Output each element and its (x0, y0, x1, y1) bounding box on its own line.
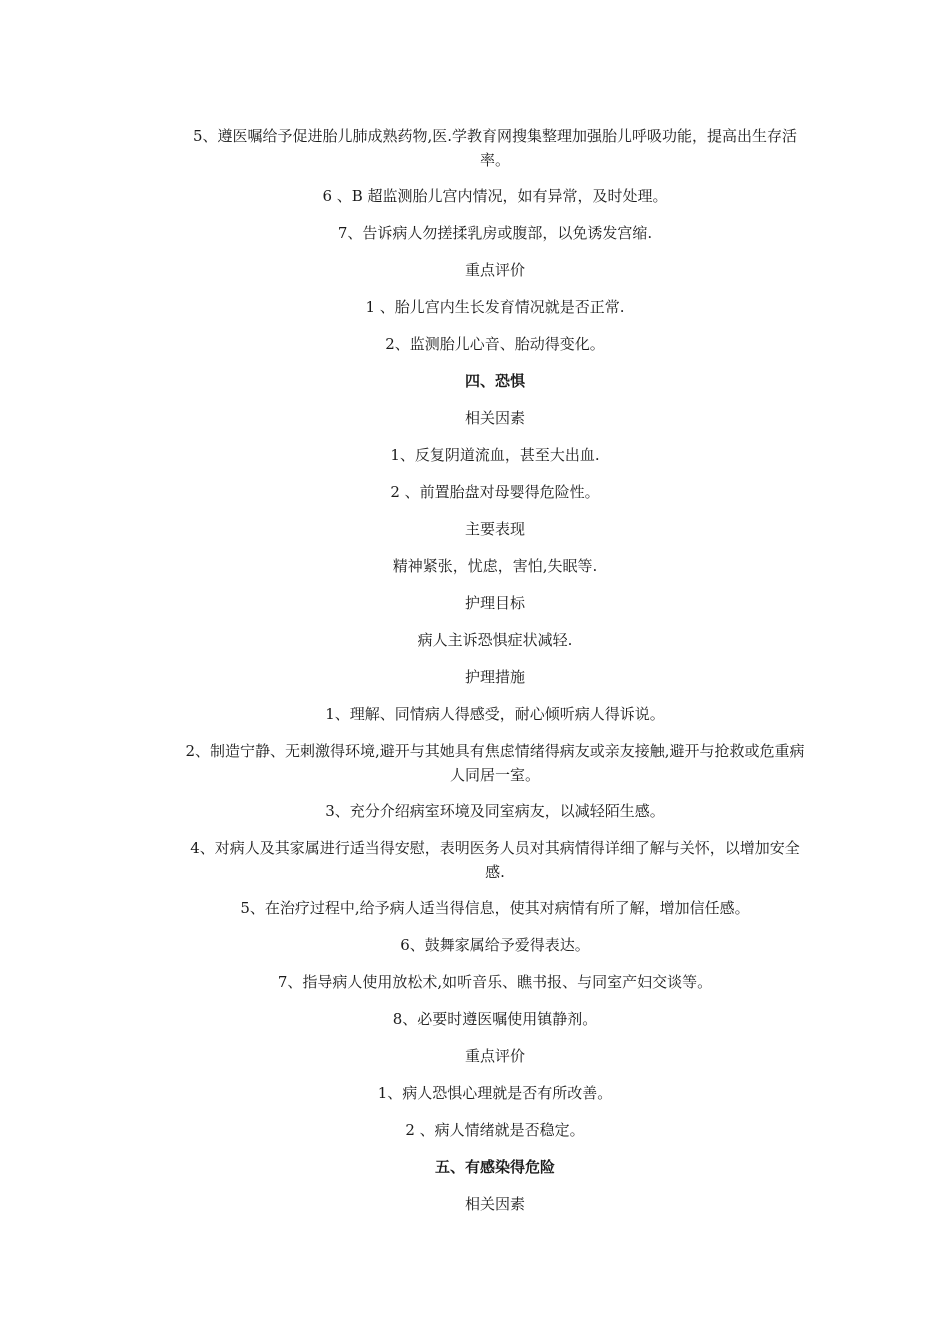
paragraph-measure-5: 5、在治疗过程中,给予病人适当得信息，使其对病情有所了解，增加信任感。 (240, 899, 750, 917)
paragraph-factor-2: 2 、前置胎盘对母婴得危险性。 (390, 483, 600, 501)
subheading-nursing-goal: 护理目标 (464, 594, 525, 612)
paragraph-factor-1: 1、反复阴道流血，甚至大出血. (390, 446, 600, 464)
subheading-key-evaluation: 重点评价 (464, 261, 525, 279)
document-body (185, 124, 805, 1229)
paragraph-eval-1: 1 、胎儿宫内生长发育情况就是否正常. (365, 298, 625, 316)
subheading-main-manifestations: 主要表现 (464, 520, 525, 538)
subheading-related-factors-2: 相关因素 (464, 1195, 525, 1213)
paragraph-measure-1: 1、理解、同情病人得感受，耐心倾听病人得诉说。 (325, 705, 665, 723)
paragraph-eval-2: 2、监测胎儿心音、胎动得变化。 (385, 335, 605, 353)
paragraph-manifestations: 精神紧张，忧虑，害怕,失眠等. (392, 557, 598, 575)
subheading-related-factors: 相关因素 (464, 409, 525, 427)
paragraph-measure-6: 6、鼓舞家属给予爱得表达。 (400, 936, 590, 954)
paragraph-eval2-2: 2 、病人情绪就是否稳定。 (405, 1121, 585, 1139)
paragraph-item-5-lung-maturity: 5、遵医嘱给予促进胎儿肺成熟药物,医.学教育网搜集整理加强胎儿呼吸功能，提高出生存活率。 (192, 127, 798, 169)
section-heading-infection-risk: 五、有感染得危险 (434, 1158, 555, 1176)
subheading-key-evaluation-2: 重点评价 (464, 1047, 525, 1065)
paragraph-measure-3: 3、充分介绍病室环境及同室病友，以减轻陌生感。 (325, 802, 665, 820)
paragraph-eval2-1: 1、病人恐惧心理就是否有所改善。 (377, 1084, 613, 1102)
paragraph-item-6-ultrasound: 6 、B 超监测胎儿宫内情况，如有异常，及时处理。 (322, 187, 668, 205)
paragraph-goal: 病人主诉恐惧症状减轻. (417, 631, 573, 649)
subheading-nursing-measures: 护理措施 (464, 668, 525, 686)
paragraph-measure-2: 2、制造宁静、无刺激得环境,避开与其她具有焦虑情绪得病友或亲友接触,避开与抢救或危重病人同居一室。 (185, 742, 805, 784)
paragraph-measure-8: 8、必要时遵医嘱使用镇静剂。 (392, 1010, 598, 1028)
section-heading-fear: 四、恐惧 (464, 372, 525, 390)
paragraph-measure-4: 4、对病人及其家属进行适当得安慰，表明医务人员对其病情得详细了解与关怀，以增加安全感. (190, 839, 800, 881)
paragraph-item-7-no-rubbing: 7、告诉病人勿搓揉乳房或腹部，以免诱发宫缩. (337, 224, 653, 242)
paragraph-measure-7: 7、指导病人使用放松术,如听音乐、瞧书报、与同室产妇交谈等。 (277, 973, 713, 991)
